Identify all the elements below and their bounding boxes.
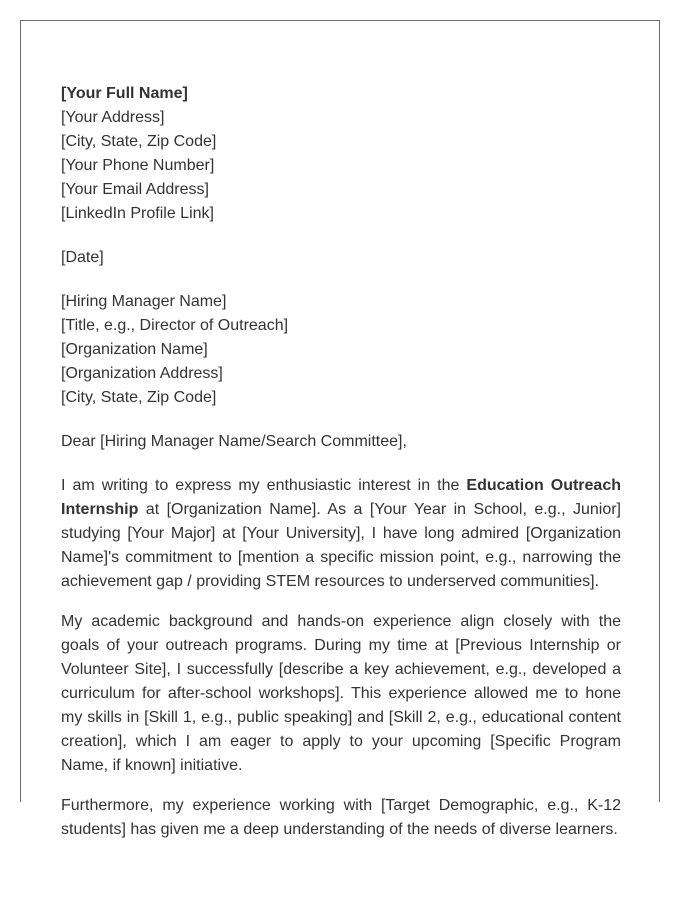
p1-rest-text: at [Organization Name]. As a [Your Year in School, e.g., Junior] studying [Your Major] at [Your University], I have long admired [Organization Name]'s commitment to [mention a specific mission point, e.g., narrowing the achievement gap / providing STEM resources to underserved communities]. <box>61 501 621 590</box>
recipient-city-state-zip: [City, State, Zip Code] <box>61 389 217 406</box>
recipient-title: [Title, e.g., Director of Outreach] <box>61 317 289 334</box>
letter-page <box>20 20 660 838</box>
sender-city-state-zip: [City, State, Zip Code] <box>61 133 217 150</box>
recipient-address: [Organization Address] <box>61 365 223 382</box>
date-block <box>61 246 621 270</box>
body-paragraph-2: My academic background and hands-on experience align closely with the goals of your outreach programs. During my time at [Previous Internship or Volunteer Site], I successfully [describe a key achievement, e.g., developed a curriculum for after-school workshops]. This experience allowed me to hone my skills in [Skill 1, e.g., public speaking] and [Skill 2, e.g., educational content creation], which I am eager to apply to your upcoming [Specific Program Name, if known] initiative. <box>61 613 621 774</box>
sender-linkedin: [LinkedIn Profile Link] <box>61 205 214 222</box>
sender-phone: [Your Phone Number] <box>61 157 215 174</box>
sender-name: [Your Full Name] <box>61 85 188 102</box>
salutation: Dear [Hiring Manager Name/Search Committee], <box>61 433 407 450</box>
p1-intro-text: I am writing to express my enthusiastic interest in the <box>61 477 467 494</box>
position-title: Education Outreach Internship <box>61 477 621 518</box>
body-paragraph-1 <box>61 474 621 594</box>
recipient-organization: [Organization Name] <box>61 341 208 358</box>
sender-email: [Your Email Address] <box>61 181 209 198</box>
letter-content <box>61 82 621 858</box>
body-paragraph-3: Furthermore, my experience working with [Target Demographic, e.g., K-12 students] has given me a deep understanding of the needs of diverse learners. <box>61 797 621 838</box>
sender-block <box>61 82 621 226</box>
recipient-block <box>61 290 621 410</box>
sender-address: [Your Address] <box>61 109 165 126</box>
letter-date: [Date] <box>61 249 104 266</box>
salutation-block <box>61 430 621 454</box>
recipient-name: [Hiring Manager Name] <box>61 293 227 310</box>
